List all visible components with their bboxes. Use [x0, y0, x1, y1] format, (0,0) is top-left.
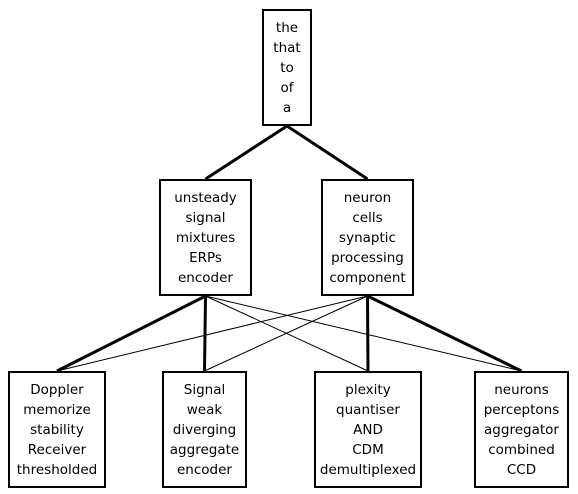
edge-root-to-level1-0 — [206, 126, 288, 179]
edge-level1-0-to-level2-0 — [57, 296, 206, 371]
edge-level1-1-to-level2-0 — [57, 296, 368, 371]
level2-node-text: Doppler memorize stability Receiver thresholded — [16, 381, 98, 478]
level1-node-neuron — [321, 179, 414, 296]
root-node-text: the that to of a — [273, 19, 301, 116]
level2-node-doppler — [8, 371, 106, 488]
edge-level1-0-to-level2-1 — [205, 296, 206, 371]
edge-level1-0-to-level2-3 — [206, 296, 522, 371]
level1-node-text: unsteady signal mixtures ERPs encoder — [174, 189, 237, 286]
root-node — [262, 9, 312, 126]
level2-node-signal — [162, 371, 247, 488]
level2-node-plexity — [314, 371, 422, 488]
edge-level1-1-to-level2-2 — [368, 296, 369, 371]
level1-node-text: neuron cells synaptic processing component — [329, 189, 406, 286]
level2-node-text: neurons perceptons aggregator combined CCD — [483, 381, 560, 478]
level2-node-text: plexity quantiser AND CDM demultiplexed — [319, 381, 417, 478]
edge-root-to-level1-1 — [287, 126, 368, 179]
level2-node-neurons — [474, 371, 569, 488]
level1-node-unsteady — [159, 179, 252, 296]
edge-level1-1-to-level2-3 — [368, 296, 522, 371]
level2-node-text: Signal weak diverging aggregate encoder — [169, 381, 240, 478]
